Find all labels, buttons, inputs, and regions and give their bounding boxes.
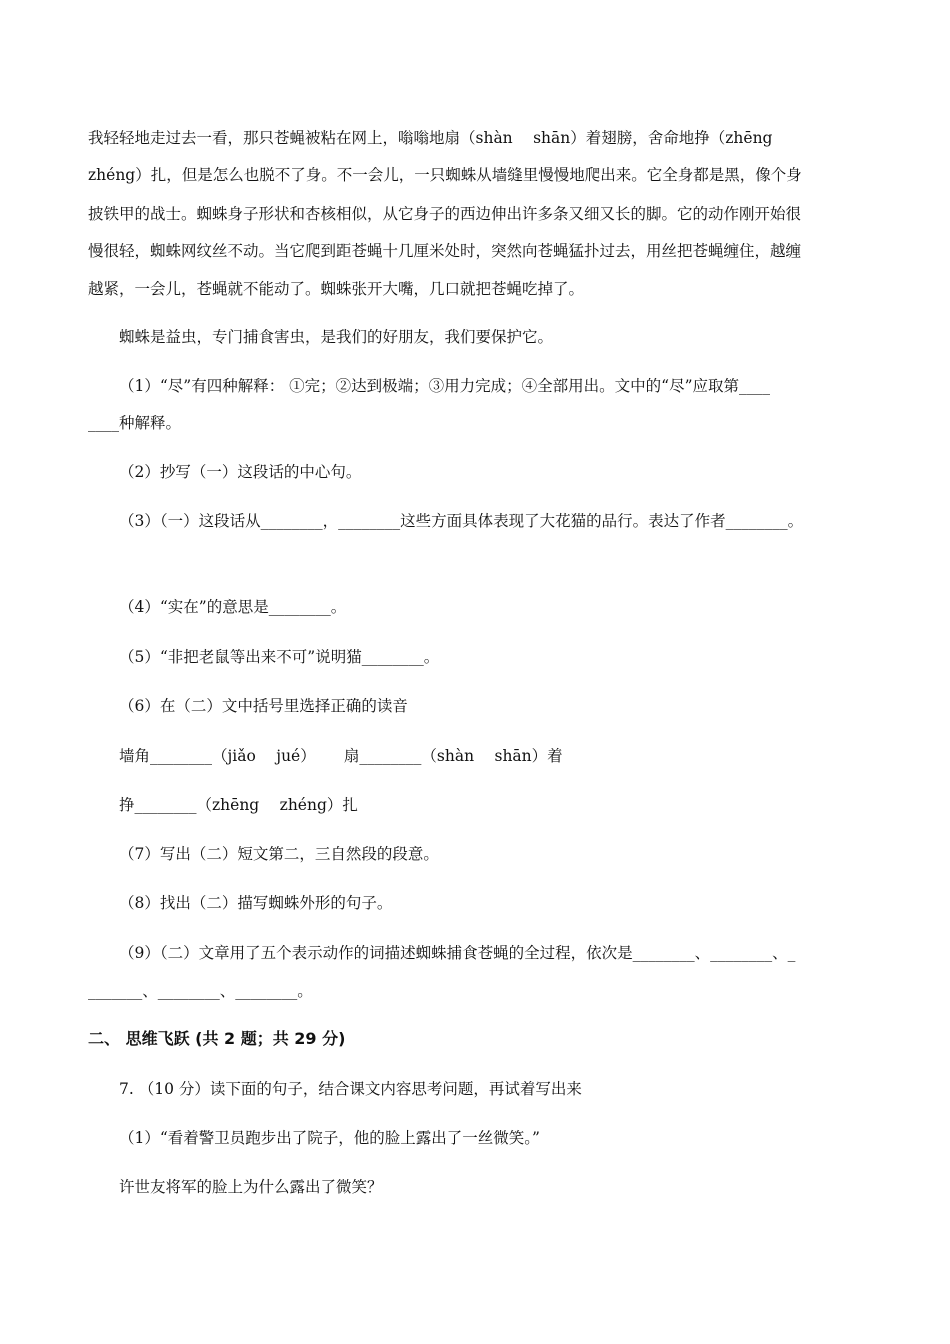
passage-line-1: 我轻轻地走过去一看，那只苍蝇被粘在网上，嗡嗡地扇（shàn shān）着翅膀，舍命地挣（zhēng (88, 129, 773, 147)
question-9-line-1: （9）（二）文章用了五个表示动作的词描述蜘蛛捕食苍蝇的全过程，依次是________、________、_ (119, 944, 796, 962)
question-3: （3）（一）这段话从________，________这些方面具体表现了大花猫的品行。表达了作者________。 (119, 512, 804, 530)
question-2: （2）抄写（一）这段话的中心句。 (119, 463, 362, 481)
section-two-item-7-sub-1: （1）“看着警卫员跑步出了院子，他的脸上露出了一丝微笑。” (119, 1129, 540, 1147)
question-9-line-2: _______、________、________。 (88, 982, 313, 1000)
section-two-item-7-prompt: 许世友将军的脸上为什么露出了微笑？ (119, 1178, 383, 1196)
passage-closing: 蜘蛛是益虫，专门捕食害虫，是我们的好朋友，我们要保护它。 (119, 328, 554, 346)
question-1-line-1: （1）“尽”有四种解释： ①完；②达到极端；③用力完成；④全部用出。文中的“尽”应取第____ (119, 377, 770, 395)
passage-line-2: zhéng）扎，但是怎么也脱不了身。不一会儿，一只蜘蛛从墙缝里慢慢地爬出来。它全身都是黑，像个身 (88, 166, 802, 184)
question-7: （7）写出（二）短文第二，三自然段的段意。 (119, 845, 439, 863)
question-5: （5）“非把老鼠等出来不可”说明猫________。 (119, 648, 440, 666)
passage-line-5: 越紧，一会儿，苍蝇就不能动了。蜘蛛张开大嘴，几口就把苍蝇吃掉了。 (88, 280, 585, 298)
question-6-pinyin-line-b: 挣________（zhēng zhéng）扎 (119, 796, 358, 814)
question-6-pinyin-line-a: 墙角________（jiǎo jué） 扇________（shàn shān）着 (119, 747, 563, 765)
question-6: （6）在（二）文中括号里选择正确的读音 (119, 697, 408, 715)
section-two-heading: 二、 思维飞跃 (共 2 题；共 29 分) (88, 1029, 346, 1048)
question-1-line-2: ____种解释。 (88, 414, 182, 432)
question-8: （8）找出（二）描写蜘蛛外形的句子。 (119, 894, 393, 912)
passage-line-4: 慢很轻，蜘蛛网纹丝不动。当它爬到距苍蝇十几厘米处时，突然向苍蝇猛扑过去，用丝把苍蝇缠住，越缠 (88, 242, 802, 260)
question-4: （4）“实在”的意思是________。 (119, 598, 347, 616)
passage-line-3: 披铁甲的战士。蜘蛛身子形状和杏核相似，从它身子的西边伸出许多条又细又长的脚。它的动作刚开始很 (88, 205, 802, 223)
section-two-item-7: 7. （10 分）读下面的句子，结合课文内容思考问题，再试着写出来 (119, 1080, 582, 1098)
